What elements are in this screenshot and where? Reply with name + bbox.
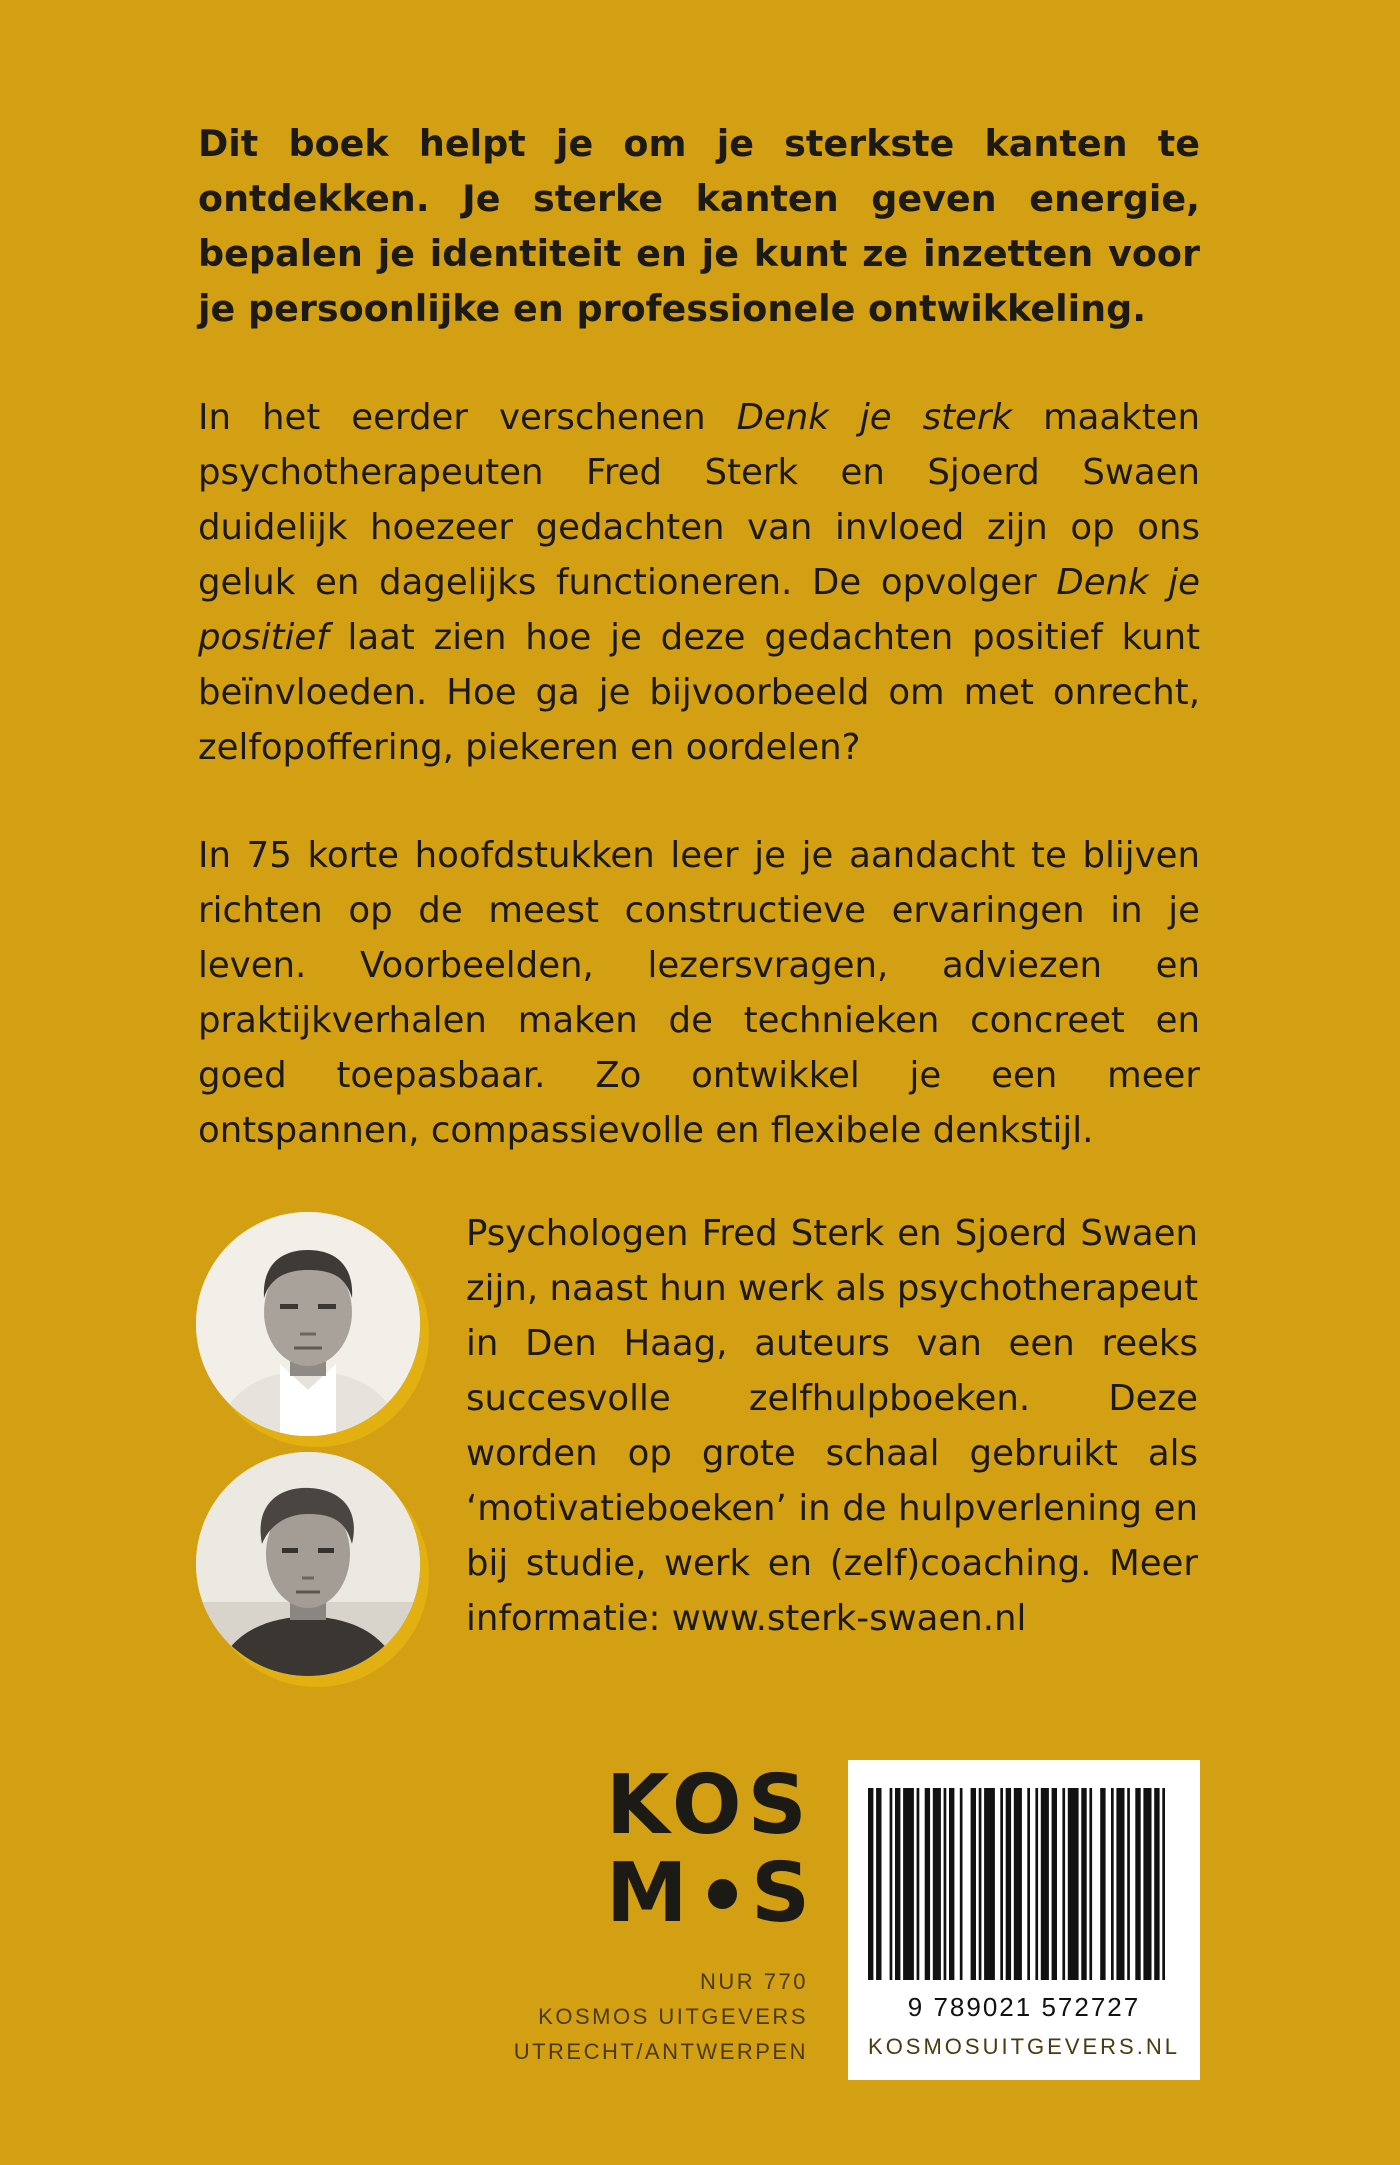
barcode-bar [925, 1788, 930, 1980]
barcode-bar [868, 1788, 873, 1980]
author-portrait-illustration [196, 1452, 420, 1676]
barcode-bar [1081, 1788, 1086, 1980]
nur-code: NUR 770 [700, 1969, 808, 1994]
kosmos-logo [606, 1758, 816, 1941]
logo-row-2 [606, 1846, 816, 1941]
barcode-bar [917, 1788, 920, 1980]
logo-dot-icon [708, 1879, 737, 1909]
logo-letter-s: S [750, 1846, 816, 1941]
barcode-bar [1162, 1788, 1165, 1980]
book-title-denk-je-sterk: Denk je sterk [736, 397, 1013, 438]
book-title-denk-je-positief: Denk je positief [198, 562, 1201, 658]
barcode-bar [895, 1788, 900, 1980]
publisher-city: UTRECHT/ANTWERPEN [513, 2039, 808, 2064]
isbn-number: 9 789021 572727 [907, 1992, 1141, 2022]
intro-text: Dit boek helpt je om je sterkste kanten te ontdekken. Je sterke kanten geven energie, bepalen je identiteit en je kunt ze inzetten voor je persoonlijke en professionele ontwikkeling. [198, 122, 1200, 330]
barcode-bar [1068, 1788, 1079, 1980]
author-portrait-illustration [196, 1212, 420, 1436]
barcode-bar [1135, 1788, 1140, 1980]
barcode-bar [1014, 1788, 1022, 1980]
paragraph-1-text-b: maakten psychotherapeuten Fred Sterk en Sjoerd Swaen duidelijk hoezeer gedachten van invloed zijn op ons geluk en dagelijks functioneren. De opvolger [198, 397, 1200, 603]
publisher-website: KOSMOSUITGEVERS.NL [868, 2034, 1180, 2059]
barcode-bar [1154, 1788, 1159, 1980]
logo-letter-m: M [606, 1846, 694, 1941]
barcode-bar [1062, 1788, 1065, 1980]
barcode-bar [890, 1788, 893, 1980]
barcode-bar [1027, 1788, 1030, 1980]
barcode-bar [944, 1788, 947, 1980]
publisher-name: KOSMOS UITGEVERS [538, 2004, 808, 2029]
barcode-bar [1100, 1788, 1105, 1980]
logo-row-1: KOS [606, 1758, 813, 1853]
publisher-imprint [440, 1964, 808, 2069]
author-photo-sjoerd-swaen [196, 1452, 420, 1676]
barcode-bar [1111, 1788, 1114, 1980]
barcode-bar [1035, 1788, 1038, 1980]
barcode-bar [1127, 1788, 1130, 1980]
author-photo-fred-sterk [196, 1212, 420, 1436]
barcode-bar [979, 1788, 982, 1980]
paragraph-1-text-c: laat zien hoe je deze gedachten positief kunt beïnvloeden. Hoe ga je bijvoorbeeld om met onrecht, zelfopoffering, piekeren en oordelen? [198, 617, 1200, 768]
paragraph-1-text-a: In het eerder verschenen [198, 397, 737, 438]
description-paragraph-1 [198, 390, 1200, 775]
barcode-bar [984, 1788, 995, 1980]
isbn-barcode [848, 1760, 1200, 2080]
barcode-bar [1006, 1788, 1011, 1980]
barcode-bar [1089, 1788, 1092, 1980]
barcode-bar [876, 1788, 881, 1980]
barcode-icon [848, 1760, 1200, 1990]
barcode-bar [1052, 1788, 1057, 1980]
barcode-bar [1116, 1788, 1124, 1980]
authors-bio: Psychologen Fred Sterk en Sjoerd Swaen zijn, naast hun werk als psychotherapeut in Den Haag, auteurs van een reeks succesvolle zelfhulpboeken. Deze worden op grote schaal gebruikt als ‘motivatieboeken’ in de hulpverlening en bij studie, werk en (zelf)coaching. Meer informatie: www.sterk-swaen.nl [466, 1213, 1198, 1639]
barcode-bar [1041, 1788, 1049, 1980]
description-paragraph-2: In 75 korte hoofdstukken leer je je aandacht te blijven richten op de meest constructieve ervaringen in je leven. Voorbeelden, lezersvragen, adviezen en praktijkverhalen maken de technieken concreet en goed toepasbaar. Zo ontwikkel je een meer ontspannen, compassievolle en flexibele denkstijl. [198, 835, 1200, 1151]
barcode-bar [1000, 1788, 1003, 1980]
barcode-bar [933, 1788, 941, 1980]
barcode-bar [1143, 1788, 1151, 1980]
barcode-bar [949, 1788, 954, 1980]
barcode-bar [903, 1788, 914, 1980]
barcode-bar [960, 1788, 963, 1980]
barcode-bar [971, 1788, 976, 1980]
